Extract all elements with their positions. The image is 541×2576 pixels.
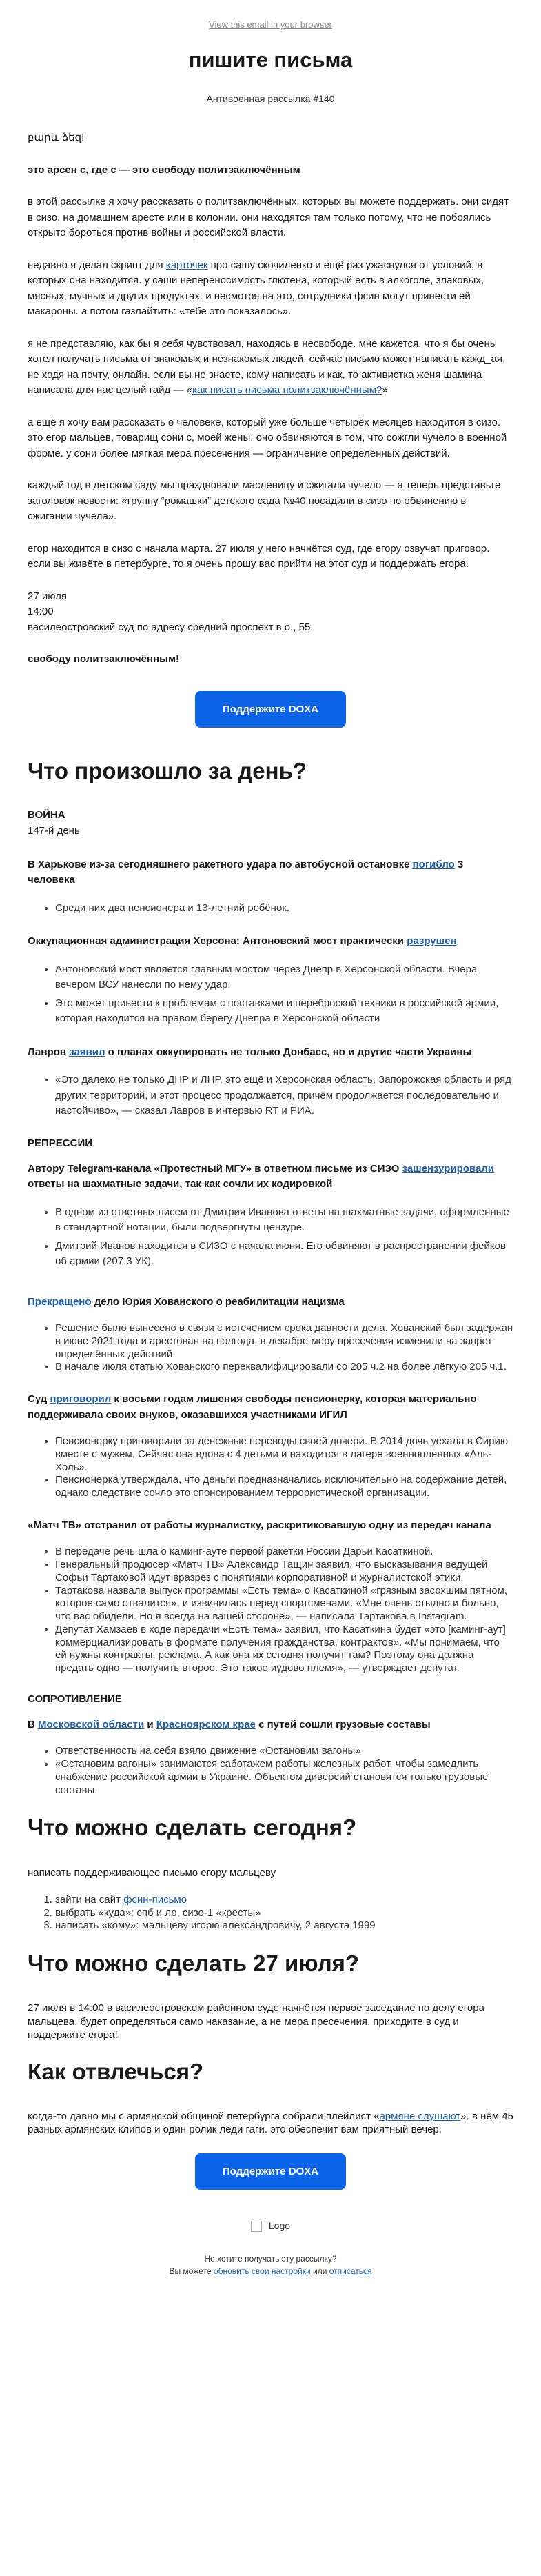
- news-list: [28, 962, 513, 1027]
- today-heading: Что можно сделать сегодня?: [28, 1815, 357, 1841]
- donate-button-wrap: [28, 691, 513, 728]
- news-title: [28, 1045, 513, 1061]
- relax-heading: Как отвлечься?: [28, 2058, 204, 2084]
- text: дело Юрия Хованского о реабилитации нацизма: [91, 1295, 345, 1308]
- list-item: • Пенсионерка утверждала, что деньги предназначались исключительно на содержание детей, однако следствие сочло это спонсированием террористической организации.: [55, 1474, 513, 1500]
- day-heading: Что произошло за день?: [28, 757, 307, 783]
- text: про сашу скочиленко и ещё раз ужаснулся от условий, в которых она находится. у саши непереносимость глютена, который есть в алкоголе, злаковых, мясных, мучных и других продуктах. и несмотря на это, сотрудники фсин могут принести ей макароны. а потом газлайтить: «тебе это показалось».: [28, 259, 484, 317]
- steps-list: [28, 1894, 513, 1933]
- list-item: • В передаче речь шла о каминг-ауте первой ракетки России Дарьи Касаткиной.: [55, 1546, 513, 1559]
- letters-guide-link[interactable]: как писать письма политзаключённым?: [192, 384, 382, 396]
- list-item: • Антоновский мост является главным мостом через Днепр в Херсонской области. Вчера вечером ВСУ нанесли по нему удар.: [55, 962, 513, 993]
- text: когда-то давно мы с армянской общиной петербурга собрали плейлист «: [28, 2110, 380, 2122]
- email-container: [28, 0, 513, 2298]
- july27-heading: Что можно сделать 27 июля?: [28, 1950, 360, 1976]
- unsubscribe-link[interactable]: отписаться: [329, 2266, 372, 2276]
- text: о планах оккупировать не только Донбасс, но и другие части Украины: [105, 1046, 472, 1058]
- news-list: [28, 1745, 513, 1797]
- text: »: [382, 384, 388, 396]
- logo-alt-text: Logo: [268, 2219, 291, 2231]
- news-link[interactable]: Московской области: [38, 1718, 145, 1730]
- donate-button[interactable]: Поддержите DOXA: [195, 691, 346, 728]
- news-link[interactable]: заявил: [69, 1046, 105, 1058]
- list-item: • «Это далеко не только ДНР и ЛНР, это ещё и Херсонская область, Запорожская область и ряд других территорий, и этот процесс продолжается, причём продолжается последовательно и настойчиво», — сказал Лавров в интервью RT и РИА.: [55, 1072, 513, 1119]
- list-item: • Тартакова назвала выпуск программы «Есть тема» о Касаткиной «грязным засохшим пятном, которое само отвалится», и извинилась перед спортсменами. «Мне очень стыдно и больно, что вас обидели. Но я всегда на вашей стороне», — написала Тартакова в Instagram.: [55, 1585, 513, 1624]
- text: ответы на шахматные задачи, так как сочли их кодировкой: [28, 1178, 333, 1190]
- text: Вы можете: [169, 2266, 214, 2276]
- footer-line-2: [28, 2265, 513, 2277]
- text: В Харькове из-за сегодняшнего ракетного удара по автобусной остановке: [28, 858, 413, 870]
- list-item: 2. выбрать «куда»: спб и ло, сизо-1 «кресты»: [55, 1907, 513, 1920]
- text: Лавров: [28, 1046, 70, 1058]
- today-intro: написать поддерживающее письмо егору мальцеву: [28, 1867, 276, 1879]
- news-list: [28, 1205, 513, 1270]
- logo: [28, 2220, 513, 2232]
- intro-paragraph-1: в этой рассылке я хочу рассказать о политзаключённых, которых вы можете поддержать. они сидят в сизо, на домашнем аресте или в колонии. они находятся там только потому, что не побоялись открыто бороться против войны и российской власти.: [28, 196, 509, 239]
- news-link[interactable]: Красноярском крае: [156, 1718, 256, 1730]
- news-list: [28, 901, 513, 917]
- list-item: • Ответственность на себя взяло движение «Остановим вагоны»: [55, 1745, 513, 1758]
- text: В: [28, 1718, 38, 1730]
- list-item: • Это может привести к проблемам с поставками и переброской техники в российской армии, которая находится на правом берегу Днепра в Херсонской области: [55, 996, 513, 1027]
- greeting: բարև ձեզ!: [28, 132, 85, 143]
- intro-paragraph-5: каждый год в детском саду мы праздновали масленицу и сжигали чучело — а теперь представьте заголовок новости: «группу “ромашки” детского сада №40 посадили в сизо по обвинению в сжигании чучела».: [28, 479, 501, 522]
- newsletter-title: пишите письма: [188, 48, 353, 72]
- donate-button-wrap: [28, 2153, 513, 2190]
- repressions-section-label: РЕПРЕССИИ: [28, 1137, 93, 1149]
- news-list: [28, 1072, 513, 1119]
- list-item: • Депутат Хамзаев в ходе передачи «Есть тема» заявил, что Касаткина будет «это [каминг-аут] коммерциализировать в формате получения гражданства, контрактов». «Мы понимаем, что ей нужны контракты, реклама. А как она их сегодня получит там? Поэтому она должна предать одно — получить второе. Это такое иудово племя», — утверждает депутат.: [55, 1624, 513, 1675]
- text: или: [310, 2266, 329, 2276]
- news-list: [28, 1435, 513, 1500]
- news-title: [28, 934, 513, 950]
- list-item: • В начале июля статью Хованского переквалифицировали со 205 ч.2 на более лёгкую 205 ч.1.: [55, 1361, 513, 1374]
- news-link[interactable]: разрушен: [407, 935, 457, 947]
- text: Суд: [28, 1393, 50, 1405]
- text: зайти на сайт: [55, 1893, 124, 1906]
- news-title: [28, 1717, 513, 1733]
- text: к восьми годам лишения свободы пенсионерку, которая материально поддерживала своих внуков, оказавшихся участниками ИГИЛ: [28, 1393, 477, 1421]
- news-title: «Матч ТВ» отстранил от работы журналистку, раскритиковавшую одну из передач канала: [28, 1519, 491, 1531]
- author-lead: это арсен с, где с — это свободу политзаключённым: [28, 163, 300, 176]
- intro-paragraph-3: [28, 337, 513, 399]
- text: недавно я делал скрипт для: [28, 259, 166, 271]
- event-time: 14:00: [28, 606, 54, 617]
- war-section-label: ВОЙНА: [28, 808, 65, 821]
- list-item: • Среди них два пенсионера и 13-летний ребёнок.: [55, 901, 513, 917]
- fsin-letter-link[interactable]: фсин-письмо: [123, 1893, 187, 1906]
- footer: [28, 2253, 513, 2277]
- news-link[interactable]: Прекращено: [28, 1295, 92, 1308]
- list-item: [55, 1894, 513, 1907]
- list-item: • Решение было вынесено в связи с истечением срока давности дела. Хованский был задержан в июне 2021 года и арестован на полгода, в декабре меру пресечения изменили на запрет определённых действий.: [55, 1322, 513, 1361]
- intro-paragraph-6: егор находится в сизо с начала марта. 27 июля у него начнётся суд, где егору озвучат приговор. если вы живёте в петербурге, то я очень прошу вас прийти на этот суд и поддержать егора.: [28, 542, 490, 570]
- view-in-browser-link[interactable]: View this email in your browser: [209, 19, 332, 30]
- closing-slogan: свободу политзаключённым!: [28, 653, 180, 665]
- list-item: 3. написать «кому»: мальцеву игорю александровичу, 2 августа 1999: [55, 1919, 513, 1933]
- news-title: [28, 857, 513, 888]
- text: 3 человека: [28, 858, 464, 886]
- relax-text: [28, 2110, 513, 2137]
- news-link[interactable]: погибло: [412, 858, 455, 870]
- text: Оккупационная администрация Херсона: Антоновский мост практически: [28, 935, 407, 947]
- playlist-link[interactable]: армяне слушают: [379, 2110, 461, 2122]
- list-item: • Генеральный продюсер «Матч ТВ» Александр Тащин заявил, что высказывания ведущей Софьи Тартаковой идут вразрез с понятиями корпоративной и журналистской этики.: [55, 1559, 513, 1585]
- update-preferences-link[interactable]: обновить свои настройки: [213, 2266, 311, 2276]
- event-place: василеостровский суд по адресу средний проспект в.о., 55: [28, 621, 311, 633]
- news-title: [28, 1161, 513, 1192]
- news-link[interactable]: зашензурировали: [402, 1162, 495, 1175]
- footer-line-1: Не хотите получать эту рассылку?: [204, 2253, 337, 2264]
- text: и: [144, 1718, 156, 1730]
- text: Автору Telegram-канала «Протестный МГУ» в ответном письме из СИЗО: [28, 1162, 402, 1175]
- intro-paragraph-2: [28, 258, 513, 320]
- july27-text: 27 июля в 14:00 в василеостровском районном суде начнётся первое заседание по делу егора мальцева. будет определяться само наказание, а не мера пресечения. приходите в суд и поддержите егора!: [28, 2002, 484, 2041]
- news-link[interactable]: приговорил: [50, 1393, 112, 1405]
- text: я не представляю, как бы я себя чувствовал, находясь в несвободе. мне кажется, что я бы очень хотел получать письма от знакомых и незнакомых людей. сейчас письмо может написать кажд_ая, не ходя на почту, онлайн. если вы не знаете, кому написать и как, то активистка женя шамина написала для нас целый гайд — «: [28, 337, 506, 396]
- war-day-count: 147-й день: [28, 824, 80, 837]
- news-title: [28, 1392, 513, 1423]
- issue-subtitle: Антивоенная рассылка #140: [206, 93, 335, 104]
- court-event-details: [28, 589, 513, 636]
- text: с путей сошли грузовые составы: [255, 1718, 431, 1730]
- cards-link[interactable]: карточек: [165, 259, 208, 271]
- resistance-section-label: СОПРОТИВЛЕНИЕ: [28, 1693, 122, 1705]
- list-item: • В одном из ответных писем от Дмитрия Иванова ответы на шахматные задачи, оформленные в стандартной нотации, были подвергнуты цензуре.: [55, 1205, 513, 1236]
- list-item: • Пенсионерку приговорили за денежные переводы своей дочери. В 2014 дочь уехала в Сирию вместе с мужем. Сейчас она вдова с 4 детьми и находится в лагере военнопленных «Аль-Холь».: [55, 1435, 513, 1474]
- text: ». в нём 45 разных армянских клипов и один ролик леди гаги. это обеспечит вам приятный вечер.: [28, 2110, 513, 2135]
- broken-image-icon: [251, 2221, 262, 2232]
- news-title: [28, 1295, 513, 1310]
- list-item: • Дмитрий Иванов находится в СИЗО с начала июня. Его обвиняют в распространении фейков об армии (207.3 УК).: [55, 1239, 513, 1270]
- news-list: [28, 1546, 513, 1675]
- intro-paragraph-4: а ещё я хочу вам рассказать о человеке, который уже больше четырёх месяцев находится в сизо. это егор мальцев, товарищ сони с, моей жены. оно обвиняются в том, что сожгли чучело в военной форме. у сони более мягкая мера пресечения — ограничение определённых действий.: [28, 416, 507, 459]
- list-item: • «Остановим вагоны» занимаются саботажем работы железных работ, чтобы замедлить снабжение российской армии в Украине. Объектом диверсий становятся только грузовые составы.: [55, 1758, 513, 1797]
- event-date: 27 июля: [28, 590, 68, 602]
- donate-button[interactable]: Поддержите DOXA: [195, 2153, 346, 2190]
- news-list: [28, 1322, 513, 1374]
